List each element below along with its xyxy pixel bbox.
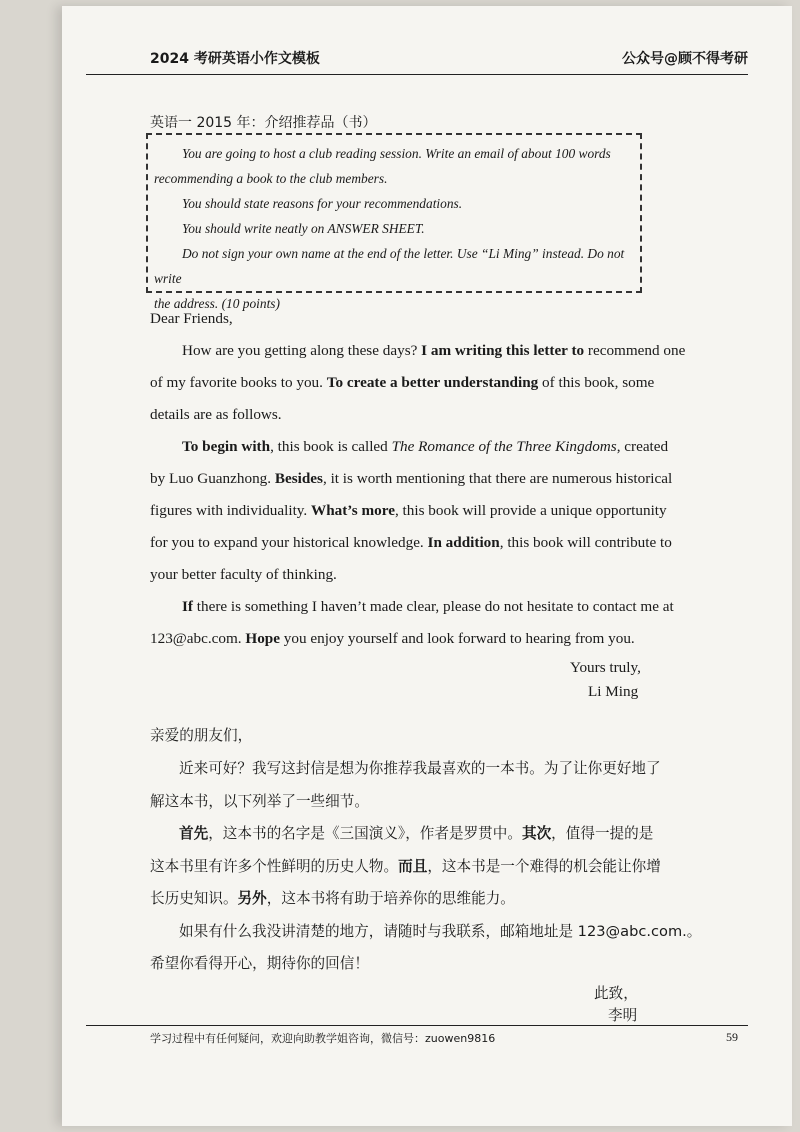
page-number: 59 <box>726 1030 738 1044</box>
zh-line <box>150 855 661 876</box>
paragraph-2-line <box>150 502 667 520</box>
text: 123@abc.com. <box>150 630 246 647</box>
text: ，值得一提的是 <box>551 825 654 842</box>
text: ，这本书的名字是《三国演义》，作者是罗贯中。 <box>208 825 522 842</box>
prompt-line: You are going to host a club reading session. Write an email of about 100 words <box>182 146 611 161</box>
zh-line: 近来可好？我写这封信是想为你推荐我最喜欢的一本书。为了让你更好地了 <box>179 760 661 777</box>
text: there is something I haven’t made clear, please do not hesitate to contact me at <box>192 598 674 615</box>
prompt-line: recommending a book to the club members. <box>154 171 388 186</box>
text: figures with individuality. <box>150 502 311 519</box>
header-title: 2024 考研英语小作文模板 <box>150 51 320 67</box>
keyword: 首先 <box>179 825 209 842</box>
text: 这本书里有许多个性鲜明的历史人物。 <box>150 858 399 875</box>
page-header <box>86 40 748 75</box>
zh-salutation: 亲爱的朋友们， <box>150 727 253 744</box>
text: , this book will provide a unique opportunity <box>394 502 667 519</box>
paragraph-2-line <box>182 438 668 456</box>
zh-line: 如果有什么我没讲清楚的地方，请随时与我联系，邮箱地址是 123@abc.com.。 <box>179 923 702 940</box>
section-title: 英语一 2015 年：介绍推荐品（书） <box>150 115 377 131</box>
text: ，这本书是一个难得的机会能让你增 <box>427 858 661 875</box>
keyword: Hope <box>245 630 280 647</box>
paragraph-3-line <box>182 598 674 616</box>
text: , it is worth mentioning that there are numerous historical <box>322 470 673 487</box>
text: , this book will contribute to <box>499 534 672 551</box>
text: recommend one <box>584 342 686 359</box>
prompt-line: You should state reasons for your recommendations. <box>182 196 463 211</box>
keyword: To begin with <box>182 438 271 455</box>
text: of this book, some <box>538 374 655 391</box>
keyword: I am writing this letter to <box>421 342 585 359</box>
paragraph-1-line <box>182 342 685 360</box>
prompt-line: You should write neatly on ANSWER SHEET. <box>182 221 425 236</box>
keyword: 另外 <box>237 890 267 907</box>
zh-line: 希望你看得开心，期待你的回信！ <box>150 955 369 972</box>
zh-line <box>179 822 653 843</box>
zh-signature: 李明 <box>608 1007 638 1024</box>
page-footer <box>86 1025 748 1048</box>
text: How are you getting along these days? <box>182 342 422 359</box>
keyword: 其次 <box>521 825 552 842</box>
zh-closing: 此致， <box>594 985 638 1002</box>
prompt-line: the address. (10 points) <box>154 296 280 311</box>
letter-closing: Yours truly, <box>570 659 641 676</box>
keyword: In addition <box>427 534 500 551</box>
text: by Luo Guanzhong. <box>150 470 275 487</box>
zh-line <box>150 887 515 908</box>
text: 长历史知识。 <box>150 890 238 907</box>
text: , this book is called <box>270 438 392 455</box>
zh-line: 解这本书，以下列举了一些细节。 <box>150 793 369 810</box>
text: , created <box>616 438 669 455</box>
book-title: The Romance of the Three Kingdoms <box>391 438 617 455</box>
keyword: To create a better understanding <box>326 374 539 391</box>
keyword: Besides <box>274 470 323 487</box>
keyword: 而且 <box>398 858 428 875</box>
letter-signature: Li Ming <box>588 683 639 700</box>
text: ，这本书将有助于培养你的思维能力。 <box>266 890 515 907</box>
paragraph-1-line: details are as follows. <box>150 406 282 423</box>
paragraph-2-line: your better faculty of thinking. <box>150 566 337 583</box>
keyword: What’s more <box>311 502 395 519</box>
keyword: If <box>182 598 193 615</box>
paragraph-2-line <box>150 470 672 488</box>
header-account: 公众号@顾不得考研 <box>622 51 748 67</box>
text: for you to expand your historical knowledge. <box>150 534 428 551</box>
paragraph-1-line <box>150 374 654 392</box>
prompt-line: Do not sign your own name at the end of the letter. Use “Li Ming” instead. Do not write <box>154 246 625 286</box>
paragraph-3-line <box>150 630 635 648</box>
text: of my favorite books to you. <box>150 374 327 391</box>
letter-salutation: Dear Friends, <box>150 310 233 327</box>
footer-note: 学习过程中有任何疑问，欢迎向助教学姐咨询，微信号：zuowen9816 <box>150 1032 496 1045</box>
writing-prompt-box <box>146 133 642 311</box>
text: you enjoy yourself and look forward to hearing from you. <box>280 630 635 647</box>
paragraph-2-line <box>150 534 672 552</box>
